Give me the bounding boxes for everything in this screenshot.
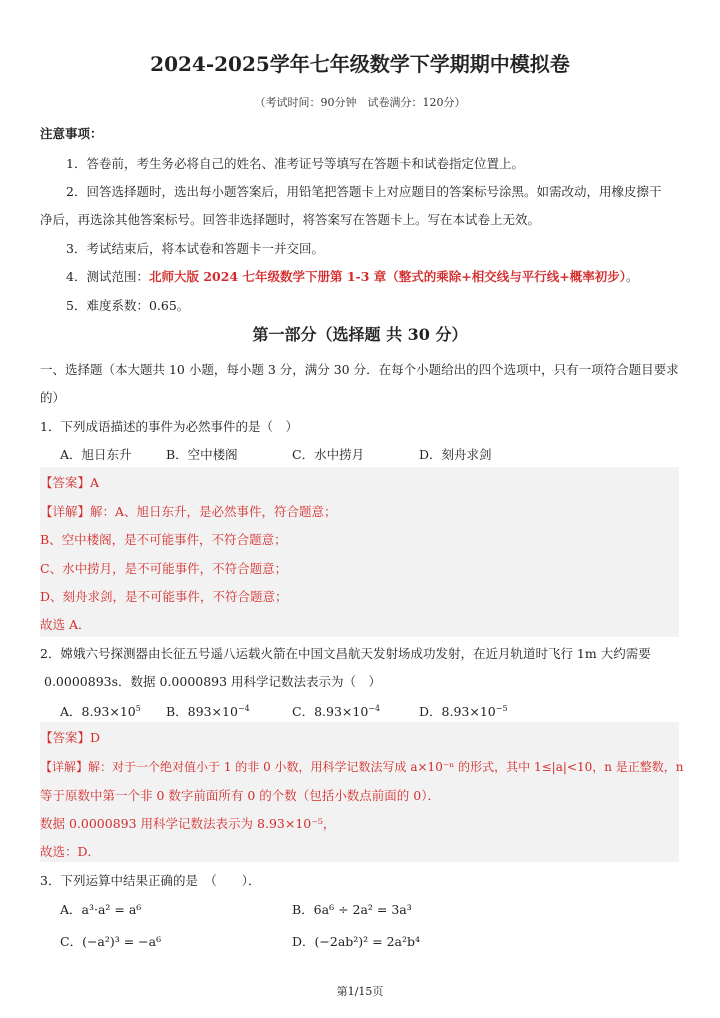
q2-stem-a: 2．嫦娥六号探测器由长征五号遥八运载火箭在中国文昌航天发射场成功发射，在近月轨道时飞行 1m 大约需要 [40, 646, 651, 661]
notice-heading: 注意事项： [40, 126, 103, 141]
q1-detail-c: C、水中捞月，是不可能事件，不符合题意； [40, 561, 288, 576]
q3-option-c: C．(−a²)³ = −a⁶ [60, 934, 162, 949]
notice-item-4 [66, 267, 638, 285]
q2-option-a-base: A．8.93×10 [60, 704, 136, 719]
q2-option-d [419, 702, 508, 720]
q3-option-a: A．a³·a² = a⁶ [60, 902, 142, 917]
q2-option-d-base: D．8.93×10 [419, 704, 496, 719]
q3-option-b: B．6a⁶ ÷ 2a² = 3a³ [292, 902, 412, 917]
q1-detail-b: B、空中楼阁，是不可能事件，不符合题意； [40, 532, 287, 547]
q1-detail: 【详解】解：A、旭日东升，是必然事件，符合题意； [40, 504, 337, 519]
notice-item-4-prefix: 4．测试范围： [66, 269, 149, 284]
q2-option-b [166, 702, 250, 720]
part-intro-b: 的） [40, 390, 66, 405]
q2-option-d-exp: −5 [495, 703, 508, 713]
page-title: 2024-2025学年七年级数学下学期期中模拟卷 [150, 52, 570, 76]
q2-detail-c: 数据 0.0000893 用科学记数法表示为 8.93×10⁻⁵， [40, 816, 336, 831]
q1-detail-d: D、刻舟求剑，是不可能事件，不符合题意； [40, 589, 288, 604]
notice-item-3: 3．考试结束后，将本试卷和答题卡一并交回。 [66, 241, 324, 256]
q1-solution-box [40, 467, 679, 637]
notice-item-5: 5．难度系数：0.65。 [66, 298, 190, 313]
q2-option-c [292, 702, 380, 720]
q1-option-d: D．刻舟求剑 [419, 447, 492, 462]
notice-item-4-suffix: 。 [625, 269, 639, 284]
q1-option-b: B．空中楼阁 [166, 447, 238, 462]
q2-conclusion: 故选：D． [40, 844, 101, 859]
q1-conclusion: 故选 A． [40, 617, 91, 632]
q2-option-c-exp: −4 [368, 703, 381, 713]
q1-option-a: A．旭日东升 [60, 447, 132, 462]
notice-item-2b: 净后，再选涂其他答案标号。回答非选择题时，将答案写在答题卡上。写在本试卷上无效。 [40, 212, 541, 227]
q2-option-b-base: B．893×10 [166, 704, 238, 719]
q1-answer: 【答案】A [40, 475, 100, 490]
notice-item-1: 1．答卷前，考生务必将自己的姓名、准考证号等填写在答题卡和试卷指定位置上。 [66, 156, 524, 171]
q2-option-a-exp: 5 [135, 703, 141, 713]
q2-answer: 【答案】D [40, 730, 101, 745]
q2-detail-b: 等于原数中第一个非 0 数字前面所有 0 的个数（包括小数点前面的 0）． [40, 788, 440, 803]
q1-stem: 1．下列成语描述的事件为必然事件的是（ ） [40, 419, 298, 434]
q2-option-a [60, 702, 141, 720]
q3-option-d: D．(−2ab²)² = 2a²b⁴ [292, 934, 421, 949]
q2-option-c-base: C．8.93×10 [292, 704, 369, 719]
exam-info: （考试时间：90分钟 试卷满分：120分） [254, 96, 466, 109]
notice-item-4-scope: 北师大版 2024 七年级数学下册第 1-3 章（整式的乘除+相交线与平行线+概率初步） [148, 269, 626, 284]
section-title: 第一部分（选择题 共 30 分） [252, 325, 468, 344]
notice-item-2a: 2．回答选择题时，选出每小题答案后，用铅笔把答题卡上对应题目的答案标号涂黑。如需改动，用橡皮擦干 [66, 184, 662, 199]
part-intro-a: 一、选择题（本大题共 10 小题，每小题 3 分，满分 30 分．在每个小题给出的四个选项中，只有一项符合题目要求 [40, 362, 679, 377]
q1-option-c: C．水中捞月 [292, 447, 365, 462]
q2-option-b-exp: −4 [237, 703, 250, 713]
q2-stem-b: 0.0000893s．数据 0.0000893 用科学记数法表示为（ ） [44, 674, 382, 689]
q3-stem: 3．下列运算中结果正确的是 （ ）． [40, 873, 261, 888]
page-number: 第1/15页 [336, 985, 384, 998]
q2-detail-a: 【详解】解：对于一个绝对值小于 1 的非 0 小数，用科学记数法写成 a×10⁻ⁿ 的形式，其中 1≤|a|<10，n 是正整数，n [40, 760, 684, 774]
